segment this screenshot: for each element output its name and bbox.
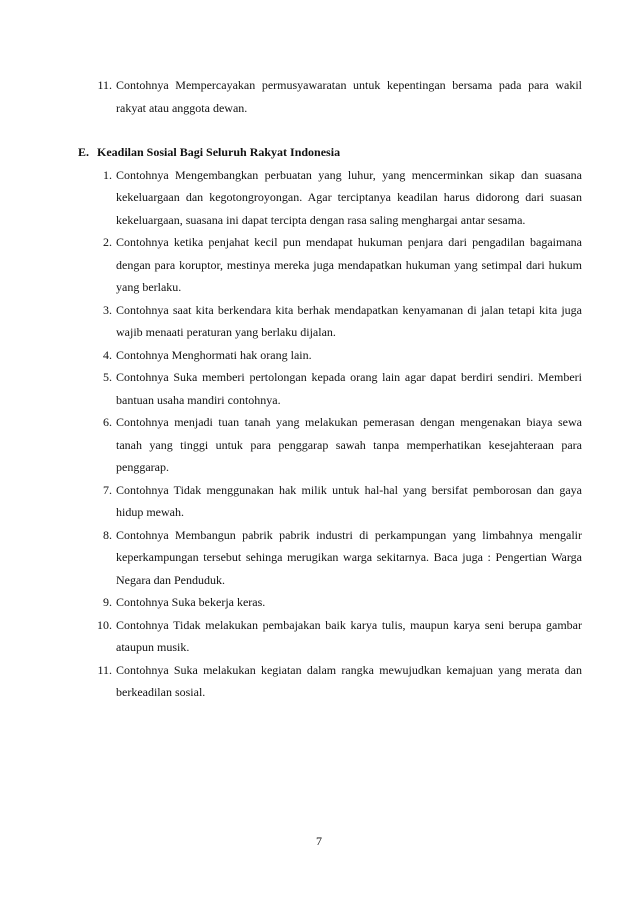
list-item bbox=[78, 614, 582, 659]
list-item-number: 4. bbox=[103, 347, 112, 362]
list-item bbox=[78, 411, 582, 479]
list-item-text: Contohnya saat kita berkendara kita berhak mendapatkan kenyamanan di jalan tetapi kita juga wajib menaati peraturan yang berlaku dijalan. bbox=[116, 302, 582, 339]
list-item-number: 11. bbox=[97, 78, 112, 92]
list-item bbox=[78, 231, 582, 299]
list-item bbox=[78, 366, 582, 411]
list-item-number: 6. bbox=[103, 415, 112, 429]
list-item-text: Contohnya Suka bekerja keras. bbox=[116, 595, 266, 609]
list-item-number: 2. bbox=[103, 235, 112, 249]
section-heading bbox=[78, 141, 582, 164]
list-item-number: 1. bbox=[103, 167, 112, 182]
section-title: Keadilan Sosial Bagi Seluruh Rakyat Indonesia bbox=[97, 145, 341, 159]
list-item bbox=[78, 591, 582, 614]
list-item-text: Contohnya ketika penjahat kecil pun mendapat hukuman penjara dari pengadilan bagaimana dengan para koruptor, mestinya mereka juga mendapatkan hukuman yang setimpal dari hukum yang berlaku. bbox=[116, 235, 582, 294]
list-item-text: Contohnya Suka melakukan kegiatan dalam rangka mewujudkan kemajuan yang merata dan berkeadilan sosial. bbox=[116, 662, 582, 699]
section-letter: E. bbox=[78, 145, 90, 159]
list-item bbox=[78, 524, 582, 592]
section-list bbox=[78, 164, 582, 704]
list-item-text: Contohnya menjadi tuan tanah yang melakukan pemerasan dengan mengenakan biaya sewa tanah yang tinggi untuk para penggarap sawah tanpa memperhatikan kesejahteraan para penggarap. bbox=[116, 415, 582, 474]
list-item-text: Contohnya Menghormati hak orang lain. bbox=[116, 347, 312, 362]
list-item bbox=[78, 74, 582, 119]
list-item-number: 3. bbox=[103, 302, 112, 317]
list-item bbox=[78, 659, 582, 704]
list-item-number: 9. bbox=[103, 595, 112, 609]
list-item bbox=[78, 344, 582, 367]
list-item-text: Contohnya Mempercayakan permusyawaratan untuk kepentingan bersama pada para wakil rakyat atau anggota dewan. bbox=[116, 78, 582, 115]
list-item-text: Contohnya Membangun pabrik pabrik industri di perkampungan yang limbahnya mengalir keperkampungan tersebut sehinga merugikan warga sekitarnya. Baca juga : Pengertian Warga Negara dan Penduduk. bbox=[116, 527, 582, 587]
list-item-number: 10. bbox=[97, 617, 112, 632]
list-item bbox=[78, 479, 582, 524]
page-content bbox=[78, 74, 582, 704]
list-item-number: 7. bbox=[103, 482, 112, 497]
list-item-text: Contohnya Suka memberi pertolongan kepada orang lain agar dapat berdiri sendiri. Memberi bantuan usaha mandiri contohnya. bbox=[116, 370, 582, 407]
list-item-number: 8. bbox=[103, 527, 112, 542]
list-item-text: Contohnya Tidak melakukan pembajakan baik karya tulis, maupun karya seni berupa gambar ataupun musik. bbox=[116, 617, 582, 654]
list-item bbox=[78, 299, 582, 344]
list-item-number: 5. bbox=[103, 370, 112, 384]
list-item-number: 11. bbox=[97, 662, 112, 677]
page-number: 7 bbox=[316, 834, 322, 848]
list-item-text: Contohnya Tidak menggunakan hak milik untuk hal-hal yang bersifat pemborosan dan gaya hidup mewah. bbox=[116, 482, 582, 519]
list-item-text: Contohnya Mengembangkan perbuatan yang luhur, yang mencerminkan sikap dan suasana kekeluargaan dan kegotongroyongan. Agar terciptanya keadilan harus didorong dari suasan kekeluargaan, suasana ini dapat tercipta dengan rasa saling menghargai antar sesama. bbox=[116, 167, 582, 227]
list-item bbox=[78, 164, 582, 232]
